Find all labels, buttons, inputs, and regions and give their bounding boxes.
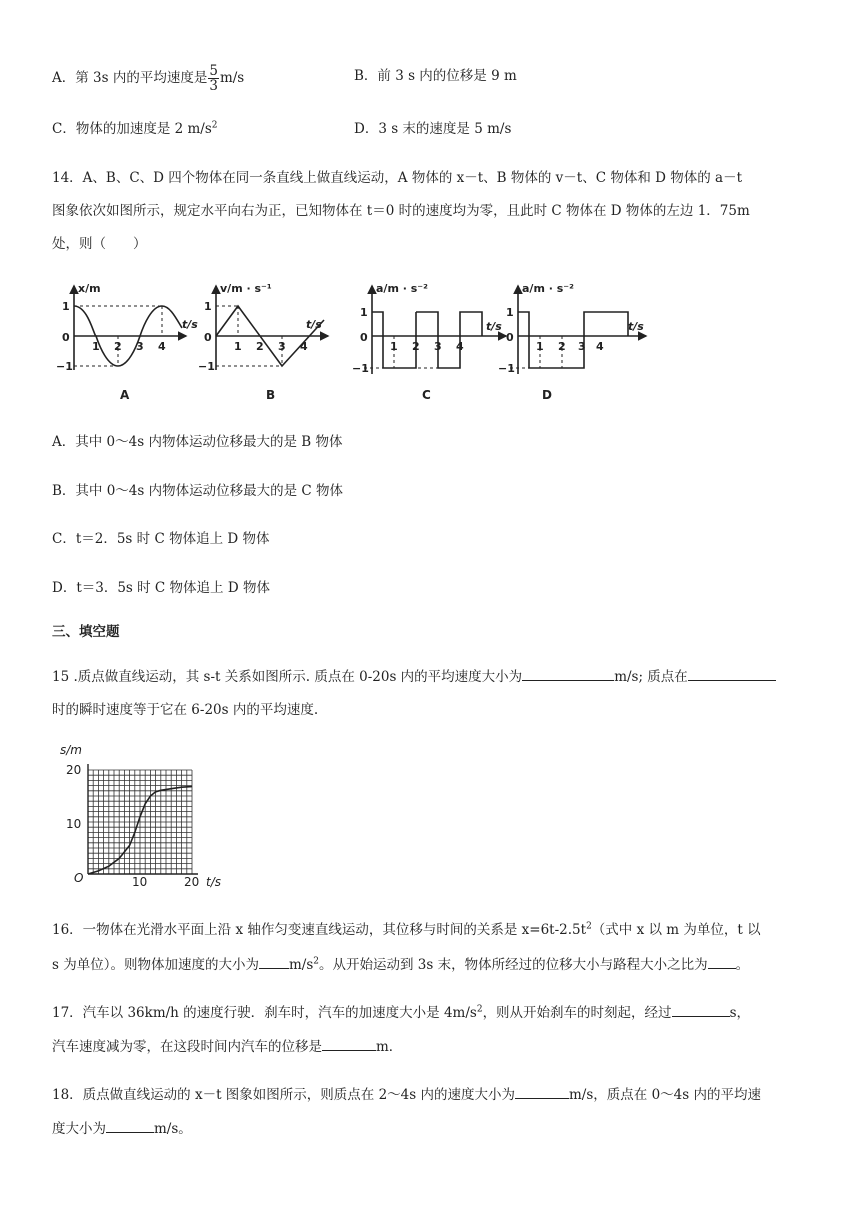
- q16-text-a: 16．一物体在光滑水平面上沿 x 轴作匀变速直线运动，其位移与时间的关系是 x=6t-2.5t: [52, 922, 587, 938]
- q14-option-d: D．t＝3．5s 时 C 物体追上 D 物体: [52, 580, 270, 596]
- st-x-tick-10: 10: [132, 875, 148, 889]
- graph-b-tick-neg1: −1: [198, 360, 215, 373]
- q15-text-a: 15 .质点做直线运动，其 s-t 关系如图所示. 质点在 0-20s 内的平均速度大小为: [52, 669, 523, 685]
- graph-d-tick-neg1: −1: [498, 362, 515, 375]
- fraction: [208, 64, 219, 93]
- q15-line2: 时的瞬时速度等于它在 6-20s 内的平均速度.: [52, 702, 319, 718]
- q13-option-c-text: C．物体的加速度是 2 m/s: [52, 121, 212, 137]
- st-y-axis-label: s/m: [60, 743, 82, 757]
- q16-text-f: 。: [735, 957, 750, 973]
- superscript: 2: [313, 956, 319, 967]
- st-chart-svg: [56, 742, 236, 892]
- graph-c-t3: 3: [434, 340, 442, 353]
- graph-b-t2: 2: [256, 340, 264, 353]
- answer-blank[interactable]: [522, 666, 614, 681]
- graph-c-t-label: t/s: [486, 320, 502, 333]
- q14-option-a: A．其中 0～4s 内物体运动位移最大的是 B 物体: [52, 434, 343, 450]
- q17-text-c: s，: [729, 1005, 750, 1021]
- q14-stem-line3: 处，则（ ）: [52, 236, 147, 252]
- superscript: 2: [476, 1004, 483, 1015]
- fraction-numerator: 5: [209, 63, 218, 79]
- q17-text-a: 17．汽车以 36km/h 的速度行驶．刹车时，汽车的加速度大小是 4m/s: [52, 1005, 477, 1021]
- graph-a-t1: 1: [92, 340, 100, 353]
- fraction-denominator: 3: [209, 78, 218, 94]
- q14-stem-line2: 图象依次如图所示，规定水平向右为正，已知物体在 t＝0 时的速度均为零，且此时 C 物体在 D 物体的左边 1．75m: [52, 203, 750, 219]
- st-y-tick-10: 10: [66, 817, 82, 831]
- graph-d-tick-0: 0: [506, 331, 514, 344]
- q14-option-b: B．其中 0～4s 内物体运动位移最大的是 C 物体: [52, 483, 344, 499]
- st-y-tick-20: 20: [66, 763, 82, 777]
- superscript: 2: [211, 120, 218, 131]
- graph-b-t1: 1: [234, 340, 242, 353]
- graph-d-y-label: a/m · s⁻²: [522, 282, 574, 295]
- q17-text-e: m．: [376, 1039, 403, 1055]
- graph-d-caption: D: [542, 388, 552, 402]
- q18-text-c: 度大小为: [52, 1121, 106, 1137]
- q16-text-e: 。从开始运动到 3s 末，物体所经过的位移大小与路程大小之比为: [319, 957, 708, 973]
- q16-text-b: （式中 x 以 m 为单位，t 以: [591, 922, 761, 938]
- graph-c-tick-neg1: −1: [352, 362, 369, 375]
- answer-blank[interactable]: [106, 1118, 154, 1133]
- graph-a-tick-neg1: −1: [56, 360, 73, 373]
- q15-chart: [56, 742, 236, 892]
- q13-option-c: [52, 119, 218, 139]
- q17-line2: [52, 1036, 402, 1057]
- graph-c-t4: 4: [456, 340, 464, 353]
- st-x-tick-20: 20: [184, 875, 200, 889]
- q15-line1: [52, 666, 776, 687]
- st-origin-label: O: [74, 871, 84, 885]
- graph-d-t3: 3: [578, 340, 586, 353]
- q16-line1: [52, 920, 761, 940]
- q18-text-a: 18．质点做直线运动的 x－t 图象如图所示，则质点在 2～4s 内的速度大小为: [52, 1087, 515, 1103]
- graph-a-t4: 4: [158, 340, 166, 353]
- graph-a-caption: A: [120, 388, 130, 402]
- graph-c-y-label: a/m · s⁻²: [376, 282, 428, 295]
- superscript: 2: [586, 921, 592, 932]
- q18-text-d: m/s。: [154, 1121, 192, 1137]
- q17-line1: [52, 1002, 750, 1023]
- answer-blank[interactable]: [708, 954, 736, 969]
- answer-blank[interactable]: [515, 1084, 569, 1099]
- graph-b-caption: B: [266, 388, 276, 402]
- q17-text-b: ，则从开始刹车的时刻起，经过: [482, 1005, 672, 1021]
- graph-d-t2: 2: [558, 340, 566, 353]
- graph-b-t-label: t/s: [306, 318, 322, 331]
- graph-b-tick-1: 1: [204, 300, 212, 313]
- graph-a-tick-1: 1: [62, 300, 70, 313]
- q17-text-d: 汽车速度减为零，在这段时间内汽车的位移是: [52, 1039, 322, 1055]
- graph-c-tick-1: 1: [360, 306, 368, 319]
- q14-option-c: C．t＝2．5s 时 C 物体追上 D 物体: [52, 531, 270, 547]
- answer-blank[interactable]: [672, 1002, 730, 1017]
- q18-line1: [52, 1084, 761, 1105]
- graph-d-t-label: t/s: [628, 320, 644, 333]
- q16-text-d: m/s: [288, 957, 314, 973]
- q13-option-a: [52, 64, 244, 93]
- answer-blank[interactable]: [688, 666, 776, 681]
- q14-graphs-svg: [56, 278, 656, 408]
- section-heading: 三、填空题: [52, 624, 120, 640]
- graph-d-t1: 1: [536, 340, 544, 353]
- graph-a-t2: 2: [114, 340, 122, 353]
- unit: m/s: [219, 70, 245, 86]
- q18-text-b: m/s，质点在 0～4s 内的平均速: [569, 1087, 761, 1103]
- graph-a-tick-0: 0: [62, 331, 70, 344]
- st-x-axis-label: t/s: [206, 875, 221, 889]
- q14-graphs: [56, 278, 656, 408]
- answer-blank[interactable]: [259, 954, 289, 969]
- q13-option-d: D．3 s 末的速度是 5 m/s: [354, 121, 512, 137]
- graph-a-y-label: x/m: [78, 282, 101, 295]
- graph-d-tick-1: 1: [506, 306, 514, 319]
- graph-c: [364, 286, 506, 374]
- graph-a: [74, 286, 186, 370]
- q16-line2: [52, 954, 749, 975]
- graph-d: [510, 286, 646, 374]
- q16-text-c: s 为单位）。则物体加速度的大小为: [52, 957, 259, 973]
- graph-a-t3: 3: [136, 340, 144, 353]
- q15-text-b: m/s; 质点在: [614, 669, 688, 685]
- q13-option-b: B．前 3 s 内的位移是 9 m: [354, 68, 517, 84]
- graph-b-t3: 3: [278, 340, 286, 353]
- q14-stem-line1: 14．A、B、C、D 四个物体在同一条直线上做直线运动，A 物体的 x－t、B 物体的 v－t、C 物体和 D 物体的 a－t: [52, 170, 743, 186]
- graph-b-y-label: v/m · s⁻¹: [220, 282, 272, 295]
- graph-c-t1: 1: [390, 340, 398, 353]
- graph-d-t4: 4: [596, 340, 604, 353]
- graph-a-t-label: t/s: [182, 318, 198, 331]
- graph-b-tick-0: 0: [204, 331, 212, 344]
- q18-line2: [52, 1118, 192, 1139]
- graph-b-t4: 4: [300, 340, 308, 353]
- graph-c-tick-0: 0: [360, 331, 368, 344]
- answer-blank[interactable]: [322, 1036, 376, 1051]
- q13-option-a-text: A．第 3s 内的平均速度是: [52, 70, 208, 86]
- graph-c-caption: C: [422, 388, 431, 402]
- graph-c-t2: 2: [412, 340, 420, 353]
